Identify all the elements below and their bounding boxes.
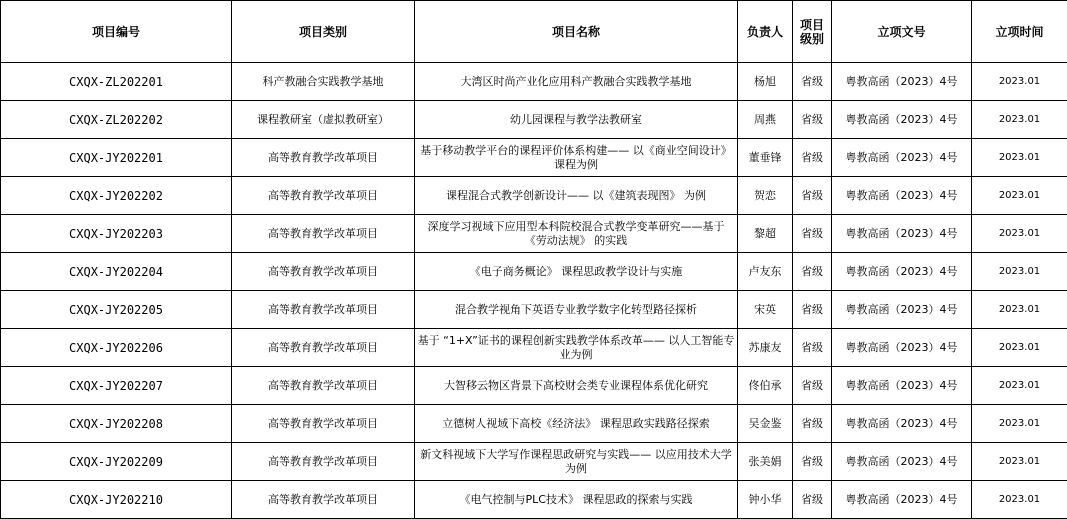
table-row: [1, 367, 1067, 405]
doc-cell: 粤教高函（2023）4号: [832, 329, 972, 367]
level-cell: 省级: [793, 253, 832, 291]
doc-cell: 粤教高函（2023）4号: [832, 367, 972, 405]
level-cell: 省级: [793, 367, 832, 405]
date-cell: 2023.01: [972, 443, 1067, 481]
name-cell: 深度学习视域下应用型本科院校混合式教学变革研究——基于《劳动法规》 的实践: [415, 215, 738, 253]
doc-cell: 粤教高函（2023）4号: [832, 405, 972, 443]
leader-cell: 苏康友: [738, 329, 793, 367]
name-cell: 大智移云物区背景下高校财会类专业课程体系优化研究: [415, 367, 738, 405]
name-cell: 大湾区时尚产业化应用科产教融合实践教学基地: [415, 63, 738, 101]
code-cell: CXQX-ZL202201: [1, 63, 232, 101]
doc-cell: 粤教高函（2023）4号: [832, 101, 972, 139]
category-cell: 高等教育教学改革项目: [232, 215, 415, 253]
level-cell: 省级: [793, 101, 832, 139]
name-cell: 基于移动教学平台的课程评价体系构建—— 以《商业空间设计》 课程为例: [415, 139, 738, 177]
date-cell: 2023.01: [972, 63, 1067, 101]
table-row: [1, 253, 1067, 291]
category-cell: 高等教育教学改革项目: [232, 481, 415, 519]
date-cell: 2023.01: [972, 329, 1067, 367]
category-cell: 高等教育教学改革项目: [232, 291, 415, 329]
code-cell: CXQX-JY202202: [1, 177, 232, 215]
level-cell: 省级: [793, 63, 832, 101]
category-cell: 课程教研室（虚拟教研室）: [232, 101, 415, 139]
level-cell: 省级: [793, 329, 832, 367]
level-cell: 省级: [793, 443, 832, 481]
code-cell: CXQX-JY202204: [1, 253, 232, 291]
doc-cell: 粤教高函（2023）4号: [832, 63, 972, 101]
level-cell: 省级: [793, 139, 832, 177]
category-cell: 高等教育教学改革项目: [232, 253, 415, 291]
name-cell: 《电气控制与PLC技术》 课程思政的探索与实践: [415, 481, 738, 519]
table-row: [1, 139, 1067, 177]
doc-cell: 粤教高函（2023）4号: [832, 443, 972, 481]
doc-cell: 粤教高函（2023）4号: [832, 291, 972, 329]
name-cell: 幼儿园课程与教学法教研室: [415, 101, 738, 139]
doc-cell: 粤教高函（2023）4号: [832, 481, 972, 519]
header-leader: 负责人: [738, 1, 793, 63]
date-cell: 2023.01: [972, 215, 1067, 253]
category-cell: 高等教育教学改革项目: [232, 367, 415, 405]
header-doc: 立项文号: [832, 1, 972, 63]
code-cell: CXQX-JY202201: [1, 139, 232, 177]
level-cell: 省级: [793, 405, 832, 443]
table-row: [1, 101, 1067, 139]
header-name: 项目名称: [415, 1, 738, 63]
leader-cell: 周燕: [738, 101, 793, 139]
code-cell: CXQX-JY202203: [1, 215, 232, 253]
date-cell: 2023.01: [972, 405, 1067, 443]
table-row: [1, 405, 1067, 443]
table-row: [1, 63, 1067, 101]
code-cell: CXQX-JY202209: [1, 443, 232, 481]
date-cell: 2023.01: [972, 177, 1067, 215]
category-cell: 科产教融合实践教学基地: [232, 63, 415, 101]
category-cell: 高等教育教学改革项目: [232, 329, 415, 367]
leader-cell: 宋英: [738, 291, 793, 329]
category-cell: 高等教育教学改革项目: [232, 443, 415, 481]
name-cell: 混合教学视角下英语专业教学数字化转型路径探析: [415, 291, 738, 329]
name-cell: 基于 “1+X”证书的课程创新实践教学体系改革—— 以人工智能专业为例: [415, 329, 738, 367]
code-cell: CXQX-JY202210: [1, 481, 232, 519]
table-row: [1, 329, 1067, 367]
header-level: 项目级别: [793, 1, 832, 63]
name-cell: 课程混合式教学创新设计—— 以《建筑表现图》 为例: [415, 177, 738, 215]
code-cell: CXQX-JY202208: [1, 405, 232, 443]
date-cell: 2023.01: [972, 291, 1067, 329]
name-cell: 新文科视域下大学写作课程思政研究与实践—— 以应用技术大学为例: [415, 443, 738, 481]
category-cell: 高等教育教学改革项目: [232, 177, 415, 215]
date-cell: 2023.01: [972, 367, 1067, 405]
header-category: 项目类别: [232, 1, 415, 63]
table-row: [1, 481, 1067, 519]
leader-cell: 佟伯承: [738, 367, 793, 405]
header-code: 项目编号: [1, 1, 232, 63]
leader-cell: 杨旭: [738, 63, 793, 101]
doc-cell: 粤教高函（2023）4号: [832, 215, 972, 253]
leader-cell: 黎超: [738, 215, 793, 253]
level-cell: 省级: [793, 215, 832, 253]
leader-cell: 董垂锋: [738, 139, 793, 177]
level-cell: 省级: [793, 481, 832, 519]
leader-cell: 贺恋: [738, 177, 793, 215]
table-row: [1, 291, 1067, 329]
date-cell: 2023.01: [972, 253, 1067, 291]
date-cell: 2023.01: [972, 139, 1067, 177]
category-cell: 高等教育教学改革项目: [232, 139, 415, 177]
name-cell: 《电子商务概论》 课程思政教学设计与实施: [415, 253, 738, 291]
doc-cell: 粤教高函（2023）4号: [832, 253, 972, 291]
header-row: [1, 1, 1067, 63]
doc-cell: 粤教高函（2023）4号: [832, 177, 972, 215]
table-body: [1, 63, 1067, 519]
table-row: [1, 177, 1067, 215]
table-row: [1, 443, 1067, 481]
doc-cell: 粤教高函（2023）4号: [832, 139, 972, 177]
level-cell: 省级: [793, 291, 832, 329]
leader-cell: 钟小华: [738, 481, 793, 519]
code-cell: CXQX-JY202207: [1, 367, 232, 405]
category-cell: 高等教育教学改革项目: [232, 405, 415, 443]
level-cell: 省级: [793, 177, 832, 215]
code-cell: CXQX-JY202206: [1, 329, 232, 367]
leader-cell: 吴金鉴: [738, 405, 793, 443]
date-cell: 2023.01: [972, 481, 1067, 519]
header-date: 立项时间: [972, 1, 1067, 63]
table-row: [1, 215, 1067, 253]
date-cell: 2023.01: [972, 101, 1067, 139]
leader-cell: 张美娟: [738, 443, 793, 481]
code-cell: CXQX-JY202205: [1, 291, 232, 329]
code-cell: CXQX-ZL202202: [1, 101, 232, 139]
leader-cell: 卢友东: [738, 253, 793, 291]
name-cell: 立德树人视域下高校《经济法》 课程思政实践路径探索: [415, 405, 738, 443]
